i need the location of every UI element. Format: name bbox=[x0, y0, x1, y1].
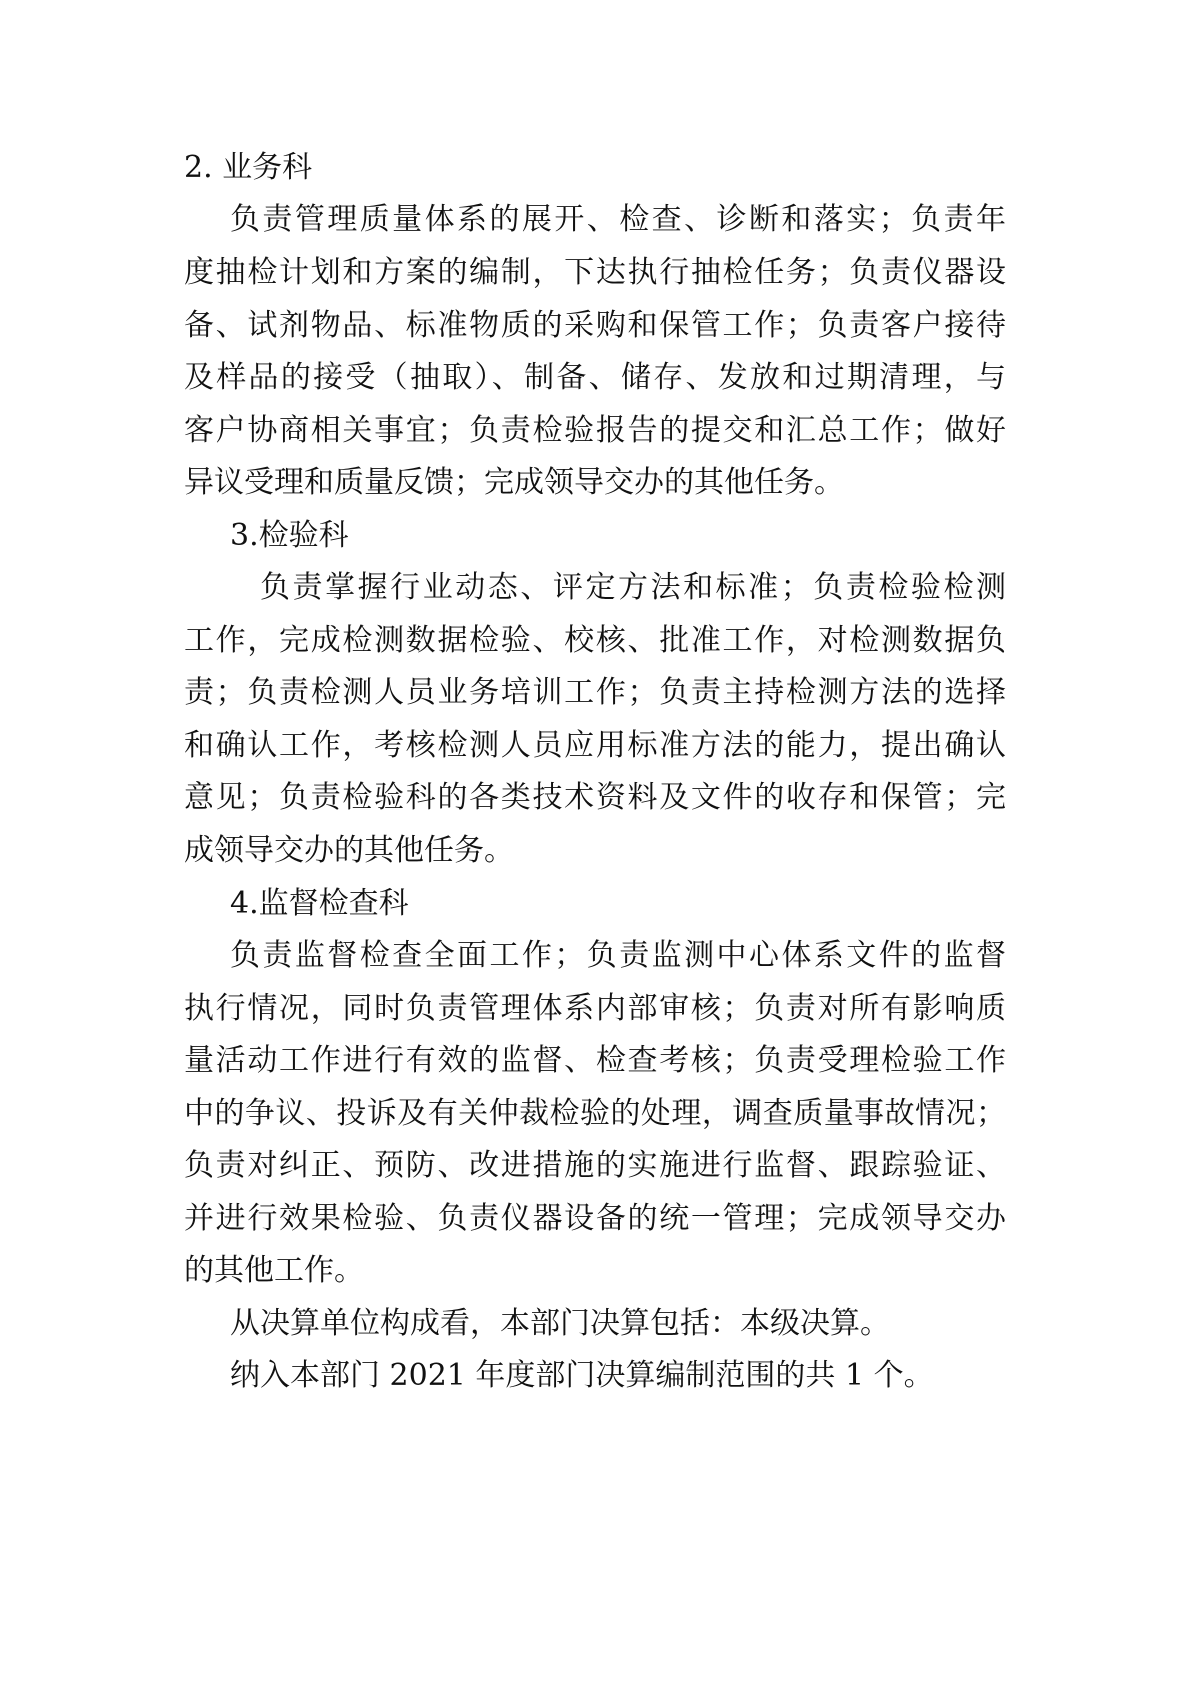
paragraph-line: 负责对纠正、预防、改进措施的实施进行监督、跟踪验证、 bbox=[184, 1148, 1006, 1183]
paragraph-line: 并进行效果检验、负责仪器设备的统一管理；完成领导交办 bbox=[184, 1201, 1006, 1236]
closing-paragraph: 纳入本部门 2021 年度部门决算编制范围的共 1 个。 bbox=[230, 1358, 934, 1393]
section-heading-business: 2. 业务科 bbox=[184, 150, 313, 185]
paragraph-line: 及样品的接受（抽取）、制备、储存、发放和过期清理，与 bbox=[184, 360, 1006, 395]
paragraph-line: 负责监督检查全面工作；负责监测中心体系文件的监督 bbox=[230, 938, 1006, 973]
paragraph-line: 度抽检计划和方案的编制，下达执行抽检任务；负责仪器设 bbox=[184, 255, 1006, 290]
section-heading-supervision: 4.监督检查科 bbox=[230, 886, 409, 921]
paragraph-line: 工作，完成检测数据检验、校核、批准工作，对检测数据负 bbox=[184, 623, 1006, 658]
paragraph-line: 和确认工作，考核检测人员应用标准方法的能力，提出确认 bbox=[184, 728, 1006, 763]
paragraph-line: 责；负责检测人员业务培训工作；负责主持检测方法的选择 bbox=[184, 675, 1006, 710]
paragraph-line: 成领导交办的其他任务。 bbox=[184, 833, 514, 868]
paragraph-line: 量活动工作进行有效的监督、检查考核；负责受理检验工作 bbox=[184, 1043, 1006, 1078]
closing-paragraph: 从决算单位构成看，本部门决算包括：本级决算。 bbox=[230, 1306, 890, 1341]
paragraph-line: 备、试剂物品、标准物质的采购和保管工作；负责客户接待 bbox=[184, 308, 1006, 343]
paragraph-line: 负责掌握行业动态、评定方法和标准；负责检验检测 bbox=[260, 570, 1006, 605]
paragraph-line: 异议受理和质量反馈；完成领导交办的其他任务。 bbox=[184, 465, 844, 500]
paragraph-line: 客户协商相关事宜；负责检验报告的提交和汇总工作；做好 bbox=[184, 413, 1006, 448]
section-heading-inspection: 3.检验科 bbox=[230, 518, 349, 553]
paragraph-line: 意见；负责检验科的各类技术资料及文件的收存和保管；完 bbox=[184, 780, 1006, 815]
paragraph-line: 的其他工作。 bbox=[184, 1253, 364, 1288]
paragraph-line: 执行情况，同时负责管理体系内部审核；负责对所有影响质 bbox=[184, 991, 1006, 1026]
paragraph-line: 中的争议、投诉及有关仲裁检验的处理，调查质量事故情况； bbox=[184, 1096, 1006, 1131]
paragraph-line: 负责管理质量体系的展开、检查、诊断和落实；负责年 bbox=[230, 202, 1006, 237]
